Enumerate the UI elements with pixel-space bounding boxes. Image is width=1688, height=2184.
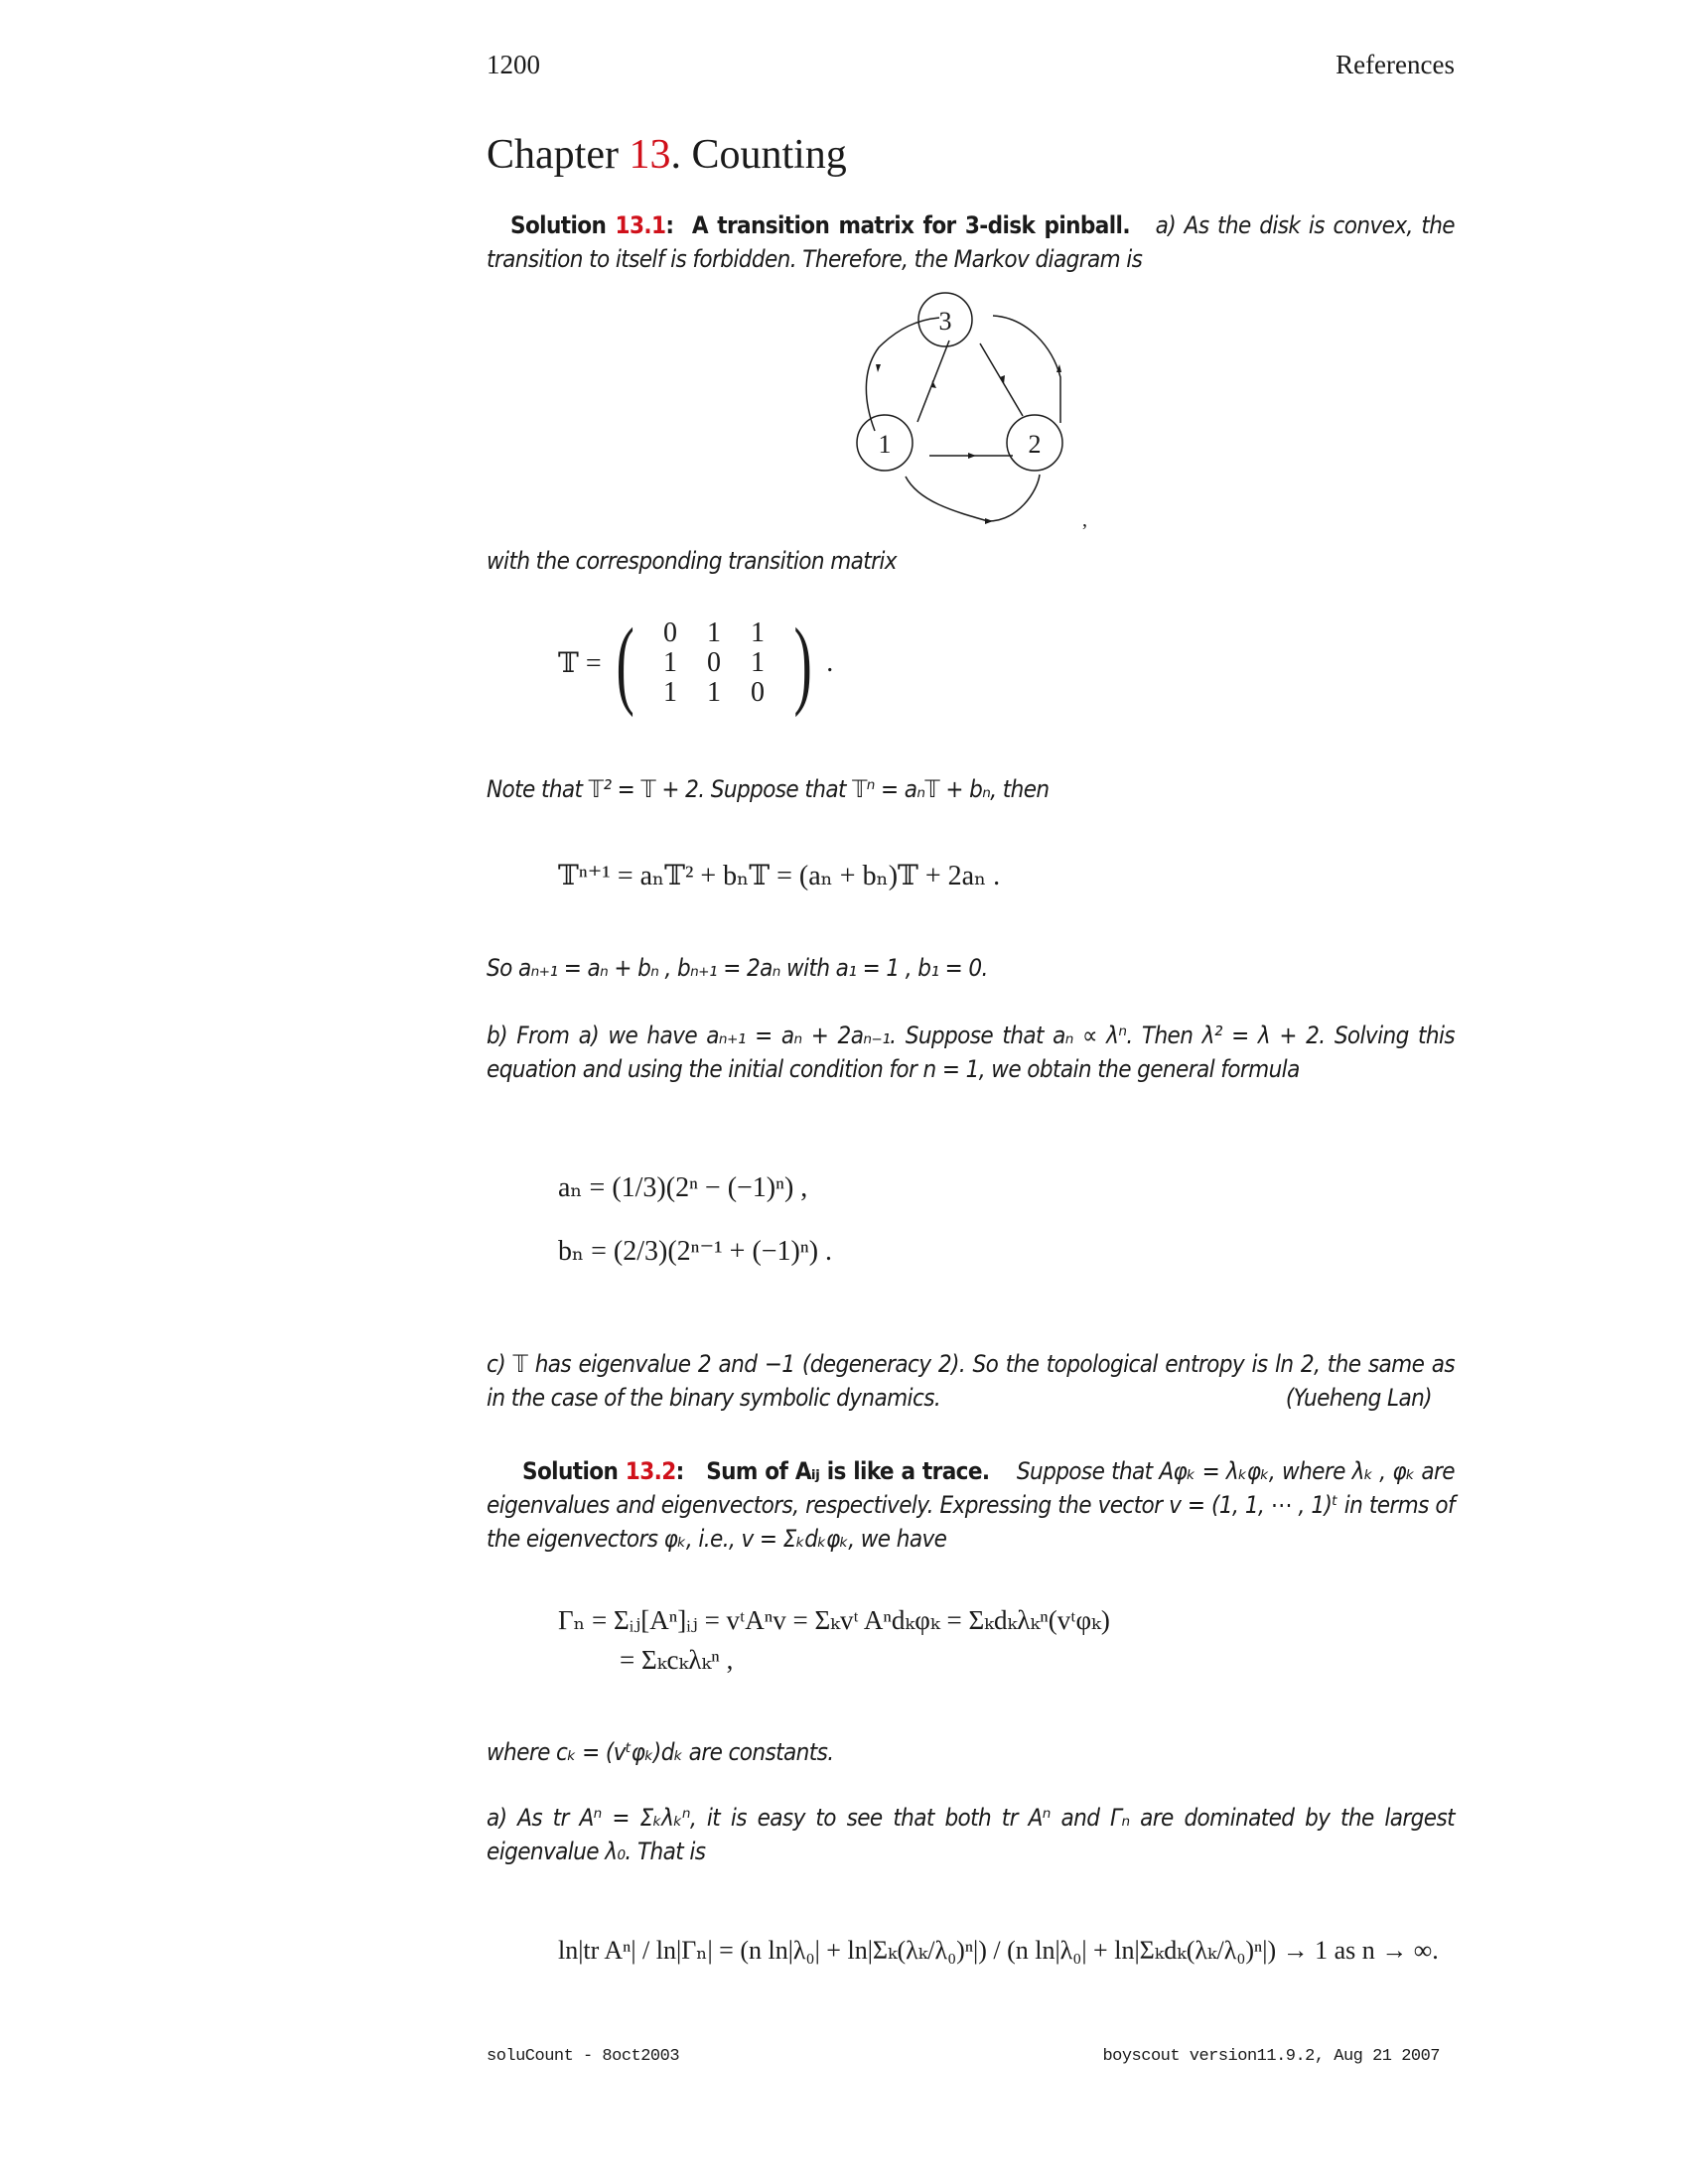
general-formula	[558, 1157, 832, 1284]
constants-line: where cₖ = (vᵗφₖ)dₖ are constants.	[487, 1738, 834, 1766]
chapter-prefix: Chapter	[487, 132, 619, 178]
note-line: Note that 𝕋² = 𝕋 + 2. Suppose that 𝕋ⁿ = aₙ𝕋 + bₙ, then	[487, 775, 1050, 803]
part-a-text: a) As tr Aⁿ = Σₖλₖⁿ, it is easy to see that both tr Aⁿ and Γₙ are dominated by the largest eigenvalue λ₀. That is	[487, 1804, 1455, 1865]
matrix-cell: 1	[706, 677, 721, 708]
matrix-cell: 0	[662, 617, 677, 648]
chapter-suffix: . Counting	[670, 132, 847, 178]
gamma-eq-line2: = Σₖcₖλₖⁿ ,	[620, 1645, 734, 1675]
markov-diagram	[844, 278, 1122, 536]
recurrence-line: So aₙ₊₁ = aₙ + bₙ , bₙ₊₁ = 2aₙ with a₁ = 1 , b₁ = 0.	[487, 954, 988, 982]
node-3-label: 3	[938, 307, 952, 336]
chapter-number-link[interactable]: 13	[629, 132, 671, 178]
node-1-label: 1	[878, 430, 892, 459]
matrix-intro: with the corresponding transition matrix	[487, 547, 897, 575]
solution-13-1-link[interactable]: 13.1	[615, 211, 666, 239]
solution-13-1-title: A transition matrix for 3-disk pinball.	[691, 211, 1130, 239]
solution-label: Solution	[510, 211, 607, 239]
transition-matrix	[648, 618, 779, 708]
footer-right: boyscout version11.9.2, Aug 21 2007	[1102, 2047, 1440, 2066]
part-b-text: b) From a) we have aₙ₊₁ = aₙ + 2aₙ₋₁. Suppose that aₙ ∝ λⁿ. Then λ² = λ + 2. Solving this equation and using the initial condition for n = 1, we obtain the general formula	[487, 1022, 1455, 1083]
tn1-equation: 𝕋ⁿ⁺¹ = aₙ𝕋² + bₙ𝕋 = (aₙ + bₙ)𝕋 + 2aₙ .	[558, 861, 1001, 891]
gamma-eq-line1: Γₙ = Σᵢⱼ[Aⁿ]ᵢⱼ = vᵗAⁿv = Σₖvᵗ Aⁿdₖφₖ = Σₖdₖλₖⁿ(vᵗφₖ)	[558, 1605, 1110, 1635]
matrix-cell: 1	[662, 647, 677, 678]
solution-13-2-title: Sum of Aᵢⱼ is like a trace.	[706, 1457, 990, 1485]
formula-an: aₙ = (1/3)(2ⁿ − (−1)ⁿ) ,	[558, 1172, 808, 1203]
solution-13-1-text: a) As the disk is convex, the transition to itself is forbidden. Therefore, the Markov diagram is	[487, 211, 1455, 273]
matrix-cell: 1	[706, 617, 721, 648]
running-header-section: References	[1336, 50, 1455, 79]
transition-matrix-equation	[558, 608, 834, 718]
chapter-title	[487, 131, 847, 179]
left-paren: (	[616, 608, 634, 718]
solution-13-1-intro: Solution 13.1: A transition matrix for 3-disk pinball. a) As the disk is convex, the transition to itself is forbidden. Therefore, the Markov diagram is	[487, 211, 1455, 273]
solution-13-2-intro: Solution 13.2: Sum of Aᵢⱼ is like a trace. Suppose that Aφₖ = λₖφₖ, where λₖ , φₖ are eigenvalues and eigenvectors, respectively. Expressing the vector v = (1, 1, ⋯ , 1)ᵗ in terms of the eigenvectors φₖ, i.e., v = Σₖdₖφₖ, we have	[487, 1457, 1455, 1553]
matrix-period: .	[826, 647, 834, 678]
matrix-cell: 1	[750, 647, 765, 678]
solution-13-2-link[interactable]: 13.2	[625, 1457, 676, 1485]
formula-bn: bₙ = (2/3)(2ⁿ⁻¹ + (−1)ⁿ) .	[558, 1236, 833, 1267]
matrix-symbol: 𝕋 =	[558, 648, 602, 679]
matrix-cell: 0	[750, 677, 765, 708]
author-credit: (Yueheng Lan)	[1285, 1384, 1432, 1412]
matrix-cell: 1	[750, 617, 765, 648]
part-c-text: c) 𝕋 has eigenvalue 2 and −1 (degeneracy 2). So the topological entropy is ln 2, the same as in the case of the binary symbolic dynamics.	[487, 1350, 1455, 1412]
footer-left: soluCount - 8oct2003	[487, 2047, 680, 2066]
node-2-label: 2	[1028, 430, 1042, 459]
limit-equation: ln|tr Aⁿ| / ln|Γₙ| = (n ln|λ₀| + ln|Σₖ(λₖ/λ₀)ⁿ|) / (n ln|λ₀| + ln|Σₖdₖ(λₖ/λ₀)ⁿ|) → 1 as n → ∞.	[558, 1936, 1439, 1965]
matrix-cell: 0	[706, 647, 721, 678]
right-paren: )	[793, 608, 812, 718]
solution-label: Solution	[522, 1457, 619, 1485]
diagram-trailing-comma: ,	[1082, 509, 1087, 531]
gamma-equation	[558, 1600, 1110, 1680]
matrix-cell: 1	[662, 677, 677, 708]
solution-13-2-text: Suppose that Aφₖ = λₖφₖ, where λₖ , φₖ are eigenvalues and eigenvectors, respectively. Expressing the vector v = (1, 1, ⋯ , 1)ᵗ in terms of the eigenvectors φₖ, i.e., v = Σₖdₖφₖ, we have	[487, 1457, 1455, 1553]
page-number: 1200	[487, 50, 540, 79]
